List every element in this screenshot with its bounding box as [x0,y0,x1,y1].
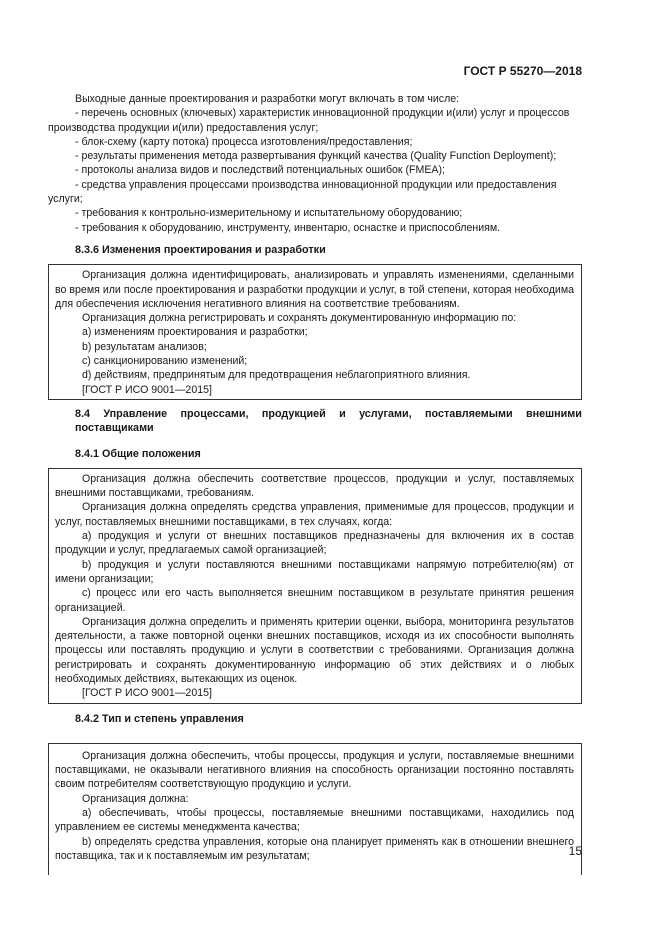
intro-item: - результаты применения метода развертывания функций качества (Quality Function Deployment); [75,150,557,163]
standard-reference: [ГОСТ Р ИСО 9001—2015] [82,383,212,396]
box-list-item: a) изменениям проектирования и разработки; [82,326,308,339]
section-heading-8-4 [48,407,582,436]
box-paragraph: Организация должна регистрировать и сохранять документированную информацию по: [82,312,517,325]
section-heading-8-3-6: 8.3.6 Изменения проектирования и разработки [75,243,326,256]
intro-item: производства продукции и(или) предоставления услуг; [48,121,319,134]
quote-box-8-4-2 [48,743,582,875]
heading-word: внешними [525,407,582,420]
heading-word: и [339,407,346,420]
intro-section [48,92,582,235]
box-list-item: b) результатам анализов; [82,340,207,353]
intro-item: - протоколы анализа видов и последствий потенциальных ошибок (FMEA); [75,164,445,177]
box-list-item: a) продукция и услуги от внешних поставщиков предназначены для включения их в состав продукции и услуг, предлагаемых самой организацией; [55,530,574,557]
intro-item: - блок-схему (карту потока) процесса изготовления/предоставления; [75,135,413,148]
box-paragraph: Организация должна идентифицировать, анализировать и управлять изменениями, сделанными во время или после проектирования и разработки продукции и услуг, в той степени, которая необходима для обеспечения исключения негативного влияния на соответствие требованиям. [55,269,574,310]
box-list-item: a) обеспечивать, чтобы процессы, поставляемые внешними поставщиками, находились под управлением ее системы менеджмента качества; [55,807,574,834]
page-content [48,92,582,875]
intro-item: - требования к оборудованию, инструменту, инвентарю, оснастке и приспособлениям. [75,221,501,234]
heading-word: 8.4 [75,407,91,420]
section-heading-8-4-2: 8.4.2 Тип и степень управления [75,712,244,725]
heading-line [48,407,582,421]
intro-item: - средства управления процессами производства инновационной продукции или предоставления [75,178,557,191]
box-list-item: c) процесс или его часть выполняется внешним поставщиком в результате принятия решения организацией. [55,587,574,614]
quote-box-8-4-1 [48,468,582,704]
intro-lead: Выходные данные проектирования и разработки могут включать в том числе: [75,93,460,105]
heading-word: поставляемыми [425,407,513,420]
heading-word: Управление [103,407,168,420]
heading-word: услугами, [359,407,412,420]
section-heading-8-4-1: 8.4.1 Общие положения [75,447,201,460]
standard-header: ГОСТ Р 55270—2018 [463,64,582,78]
box-list-item: b) определять средства управления, которые она планирует применять как в отношении внешнего поставщика, так и к поставляемым им результатам; [55,835,574,862]
intro-item: - требования к контрольно-измерительному и испытательному оборудованию; [75,207,463,220]
heading-line-2: поставщиками [75,422,154,435]
box-paragraph: Организация должна определять средства управления, применимые для процессов, продукции и услуг, поставляемых внешними поставщиками, в тех случаях, когда: [55,501,574,528]
box-list-item: c) санкционированию изменений; [82,355,248,368]
box-paragraph: Организация должна обеспечить, чтобы процессы, продукция и услуги, поставляемые внешними поставщиками, не оказывали негативного влияния на способность организации постоянно поставлять своим потребителям соответствующую продукцию и услуги. [55,749,574,791]
intro-item: - перечень основных (ключевых) характеристик инновационной продукции и(или) услуг и процессов [75,107,570,120]
box-paragraph: Организация должна обеспечить соответствие процессов, продукции и услуг, поставляемых внешними поставщиками, требованиям. [55,472,574,500]
box-list-item: b) продукция и услуги поставляются внешними поставщиками напрямую потребителю(ям) от имени организации; [55,558,574,585]
intro-item: услуги; [48,193,83,206]
standard-reference: [ГОСТ Р ИСО 9001—2015] [82,687,212,700]
page-number: 15 [568,844,582,858]
heading-word: продукцией [261,407,326,420]
quote-box-8-3-6 [48,264,582,400]
heading-word: процессами, [180,407,249,420]
box-list-item: d) действиям, предпринятым для предотвращения неблагоприятного влияния. [82,369,471,382]
box-paragraph: Организация должна определить и применять критерии оценки, выбора, мониторинга результатов деятельности, а также повторной оценки внешних поставщиков, исходя из их способности выполнять процессы или поставлять продукцию и услуги в соответствии с требованиями. Организация должна регистрировать и сохранять документированную информацию об этих действиях и о любых необходимых действиях, вытекающих из оценок. [55,615,574,685]
box-paragraph: Организация должна: [82,792,189,805]
